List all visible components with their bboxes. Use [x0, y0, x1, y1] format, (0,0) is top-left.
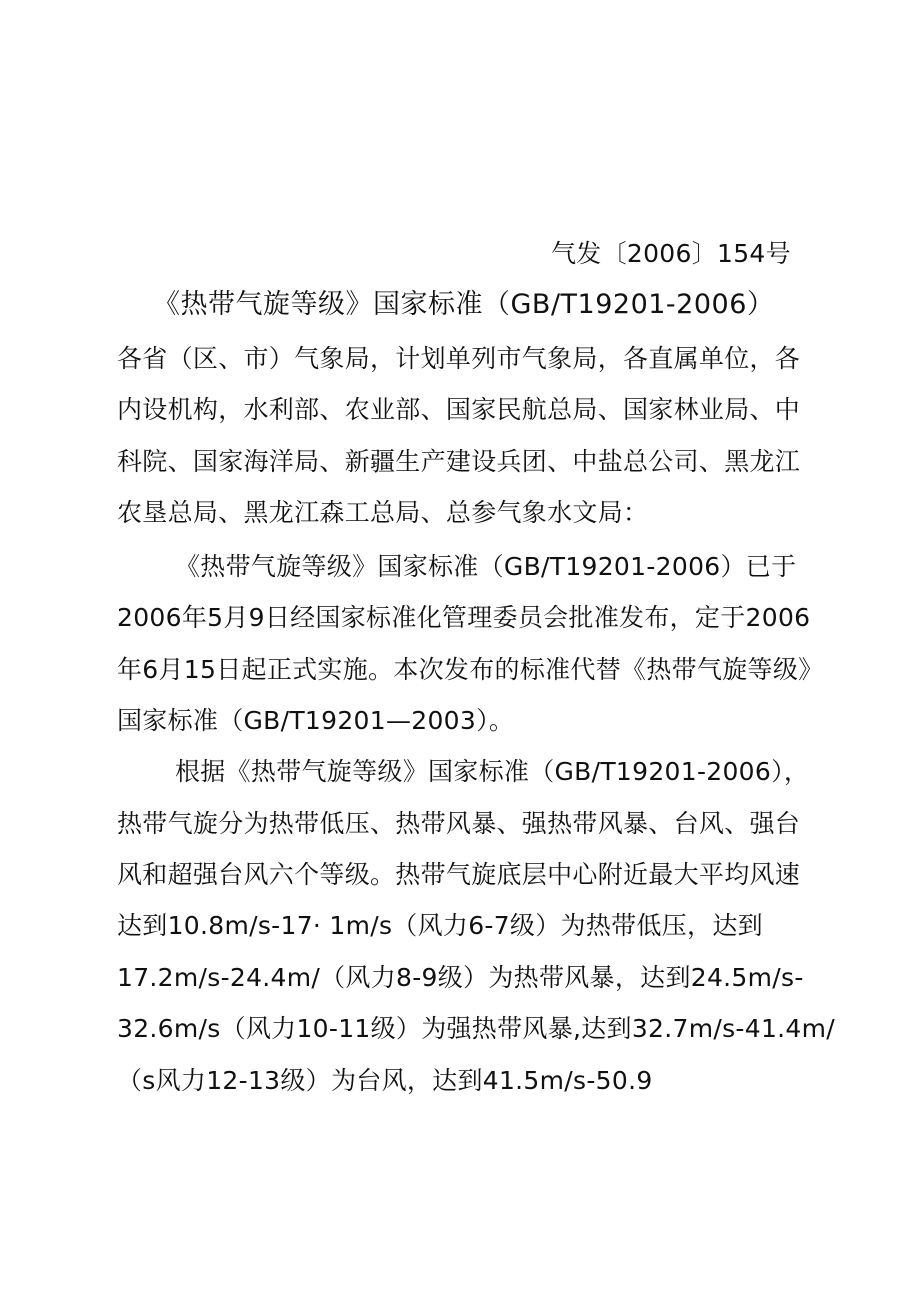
- document-title: 《热带气旋等级》国家标准（GB/T19201-2006）: [153, 289, 775, 320]
- addressee-line: 内设机构，水利部、农业部、国家民航总局、国家林业局、中: [117, 395, 801, 424]
- paragraph-line: 达到10.8m/s-17· 1m/s（风力6-7级）为热带低压，达到: [117, 911, 763, 940]
- paragraph-line: 32.6m/s（风力10-11级）为强热带风暴,达到32.7m/s-41.4m/: [117, 1014, 835, 1043]
- paragraph-line: 年6月15日起正式实施。本次发布的标准代替《热带气旋等级》: [117, 655, 824, 684]
- addressee-line: 农垦总局、黑龙江森工总局、总参气象水文局：: [117, 498, 649, 527]
- paragraph-line: 《热带气旋等级》国家标准（GB/T19201-2006）已于: [175, 552, 797, 581]
- paragraph-line: 风和超强台风六个等级。热带气旋底层中心附近最大平均风速: [117, 860, 801, 889]
- paragraph-line: （s风力12-13级）为台风，达到41.5m/s-50.9: [117, 1066, 653, 1095]
- addressee-line: 科院、国家海洋局、新疆生产建设兵团、中盐总公司、黑龙江: [117, 447, 801, 476]
- paragraph-line: 热带气旋分为热带低压、热带风暴、强热带风暴、台风、强台: [117, 809, 801, 838]
- paragraph-line: 根据《热带气旋等级》国家标准（GB/T19201-2006），: [175, 757, 810, 786]
- paragraph-line: 国家标准（GB/T19201—2003）。: [117, 706, 515, 735]
- paragraph-line: 17.2m/s-24.4m/（风力8-9级）为热带风暴，达到24.5m/s-: [117, 963, 804, 992]
- addressee-line: 各省（区、市）气象局，计划单列市气象局，各直属单位，各: [117, 344, 801, 373]
- document-number: 气发〔2006〕154号: [551, 239, 791, 268]
- paragraph-line: 2006年5月9日经国家标准化管理委员会批准发布，定于2006: [117, 603, 811, 632]
